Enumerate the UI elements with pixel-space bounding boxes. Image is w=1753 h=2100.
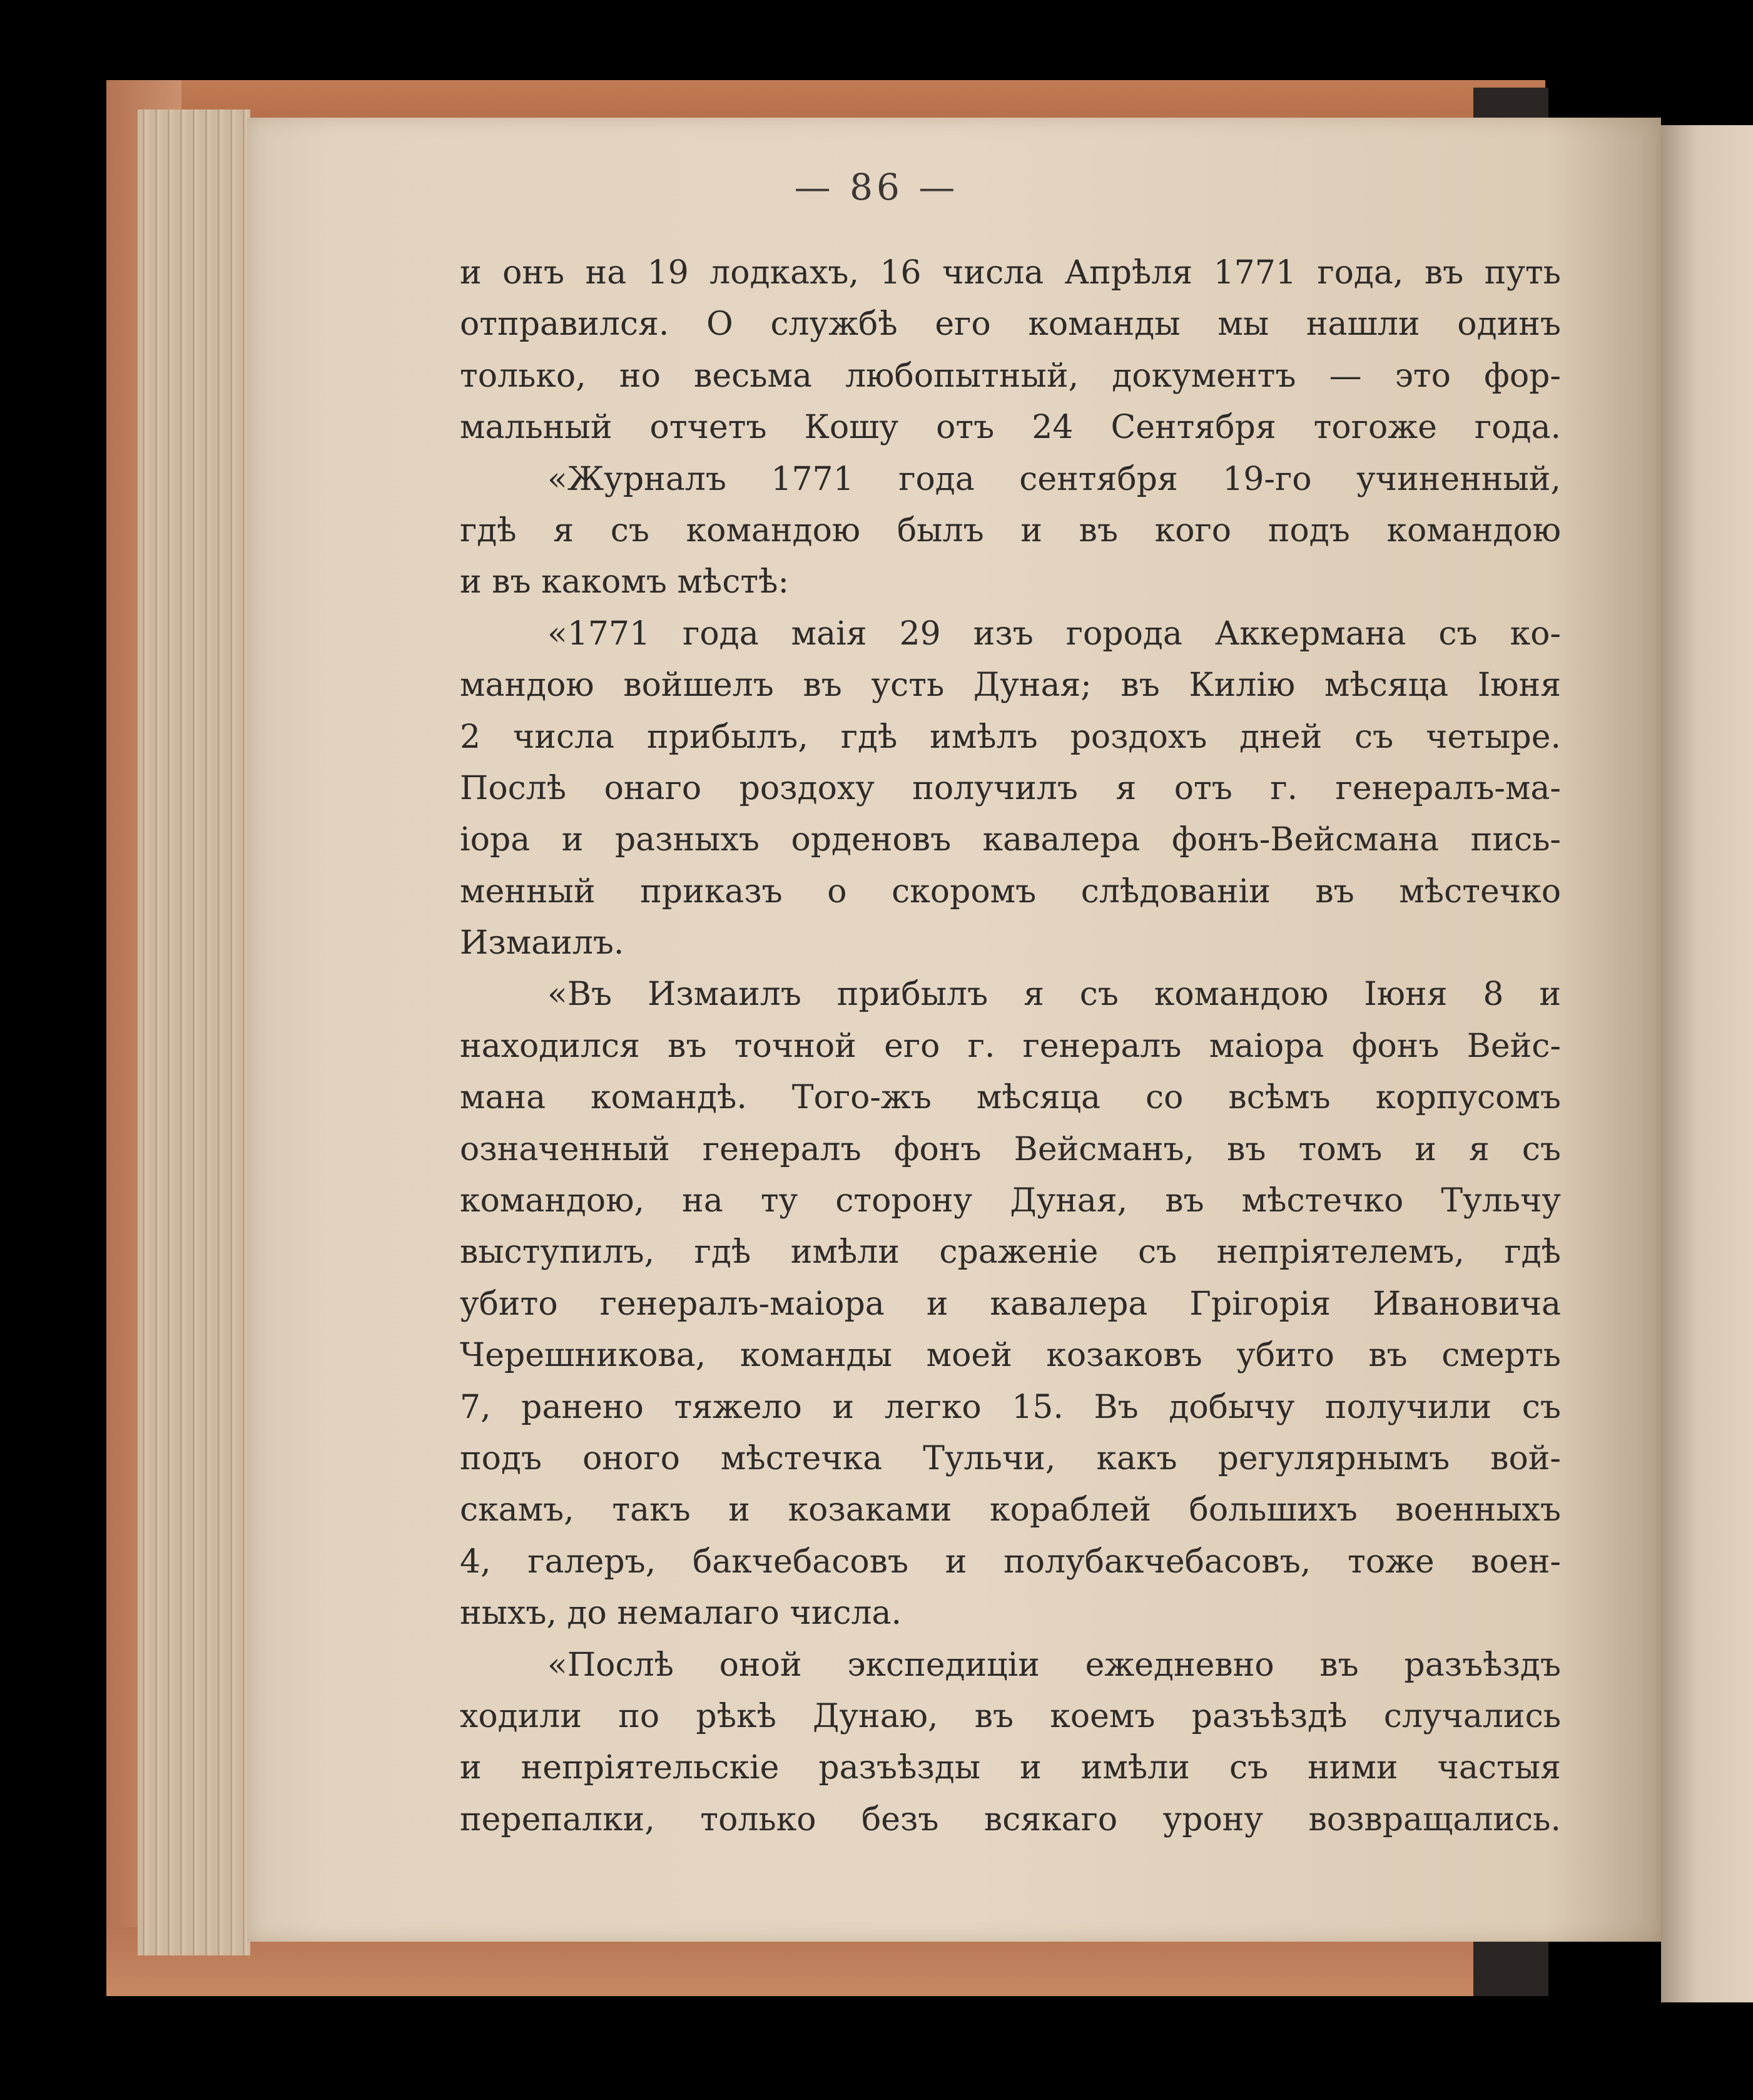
stacked-page-edges [138,110,250,1955]
text-line: и непріятельскіе разъѣзды и имѣли съ ними частыя [460,1749,1561,1787]
text-line: находился въ точной его г. генералъ маіора фонъ Вейс- [460,1027,1561,1065]
text-line: подъ оного мѣстечка Тульчи, какъ регулярнымъ вой- [460,1439,1561,1477]
text-line: «Въ Измаилъ прибылъ я съ командою Іюня 8 и [547,976,1561,1014]
text-line: и въ какомъ мѣстѣ: [460,563,790,601]
text-line: «Журналъ 1771 года сентября 19-го учиненный, [547,460,1561,498]
text-line: мана командѣ. Того-жъ мѣсяца со всѣмъ корпусомъ [460,1079,1561,1117]
page-body-text [460,247,1561,1845]
text-line: гдѣ я съ командою былъ и въ кого подъ командою [460,511,1561,549]
text-line: ходили по рѣкѣ Дунаю, въ коемъ разъѣздѣ случались [460,1697,1561,1735]
text-line: перепалки, только безъ всякаго урону возвращались. [460,1800,1561,1838]
text-line: командою, на ту сторону Дуная, въ мѣстечко Тульчу [460,1182,1561,1220]
text-line: и онъ на 19 лодкахъ, 16 числа Апрѣля 1771 года, въ путь [460,254,1561,292]
text-line: «Послѣ оной экспедиціи ежедневно въ разъѣздъ [547,1646,1561,1684]
text-line: мандою войшелъ въ усть Дуная; въ Килію мѣсяца Іюня [460,666,1561,705]
text-line: скамъ, такъ и козаками кораблей большихъ военныхъ [460,1491,1561,1529]
text-line: Черешникова, команды моей козаковъ убито въ смерть [460,1337,1561,1375]
facing-page-edge [1661,125,1753,2002]
text-line: 2 числа прибылъ, гдѣ имѣлъ роздохъ дней съ четыре. [460,718,1561,756]
text-line: мальный отчетъ Кошу отъ 24 Сентября тогоже года. [460,409,1561,447]
text-line: выступилъ, гдѣ имѣли сраженіе съ непріятелемъ, гдѣ [460,1233,1561,1272]
page-number: — 86 — [794,166,959,208]
text-line: означенный генералъ фонъ Вейсманъ, въ томъ и я съ [460,1130,1561,1168]
text-line: убито генералъ-маіора и кавалера Грігорія Ивановича [460,1285,1561,1323]
text-line: іора и разныхъ орденовъ кавалера фонъ-Вейсмана пись- [460,821,1561,859]
text-line: менный приказъ о скоромъ слѣдованіи въ мѣстечко [460,872,1561,910]
text-line: Измаилъ. [460,924,624,962]
text-line: Послѣ онаго роздоху получилъ я отъ г. генералъ-ма- [460,769,1561,807]
text-line: отправился. О службѣ его команды мы нашли одинъ [460,305,1561,344]
text-line: «1771 года маія 29 изъ города Аккермана съ ко- [547,614,1561,653]
text-line: 4, галеръ, бакчебасовъ и полубакчебасовъ, тоже воен- [460,1542,1561,1581]
text-line: только, но весьма любопытный, документъ — это фор- [460,357,1561,395]
text-line: 7, ранено тяжело и легко 15. Въ добычу получили съ [460,1388,1561,1426]
text-line: ныхъ, до немалаго числа. [460,1594,902,1633]
